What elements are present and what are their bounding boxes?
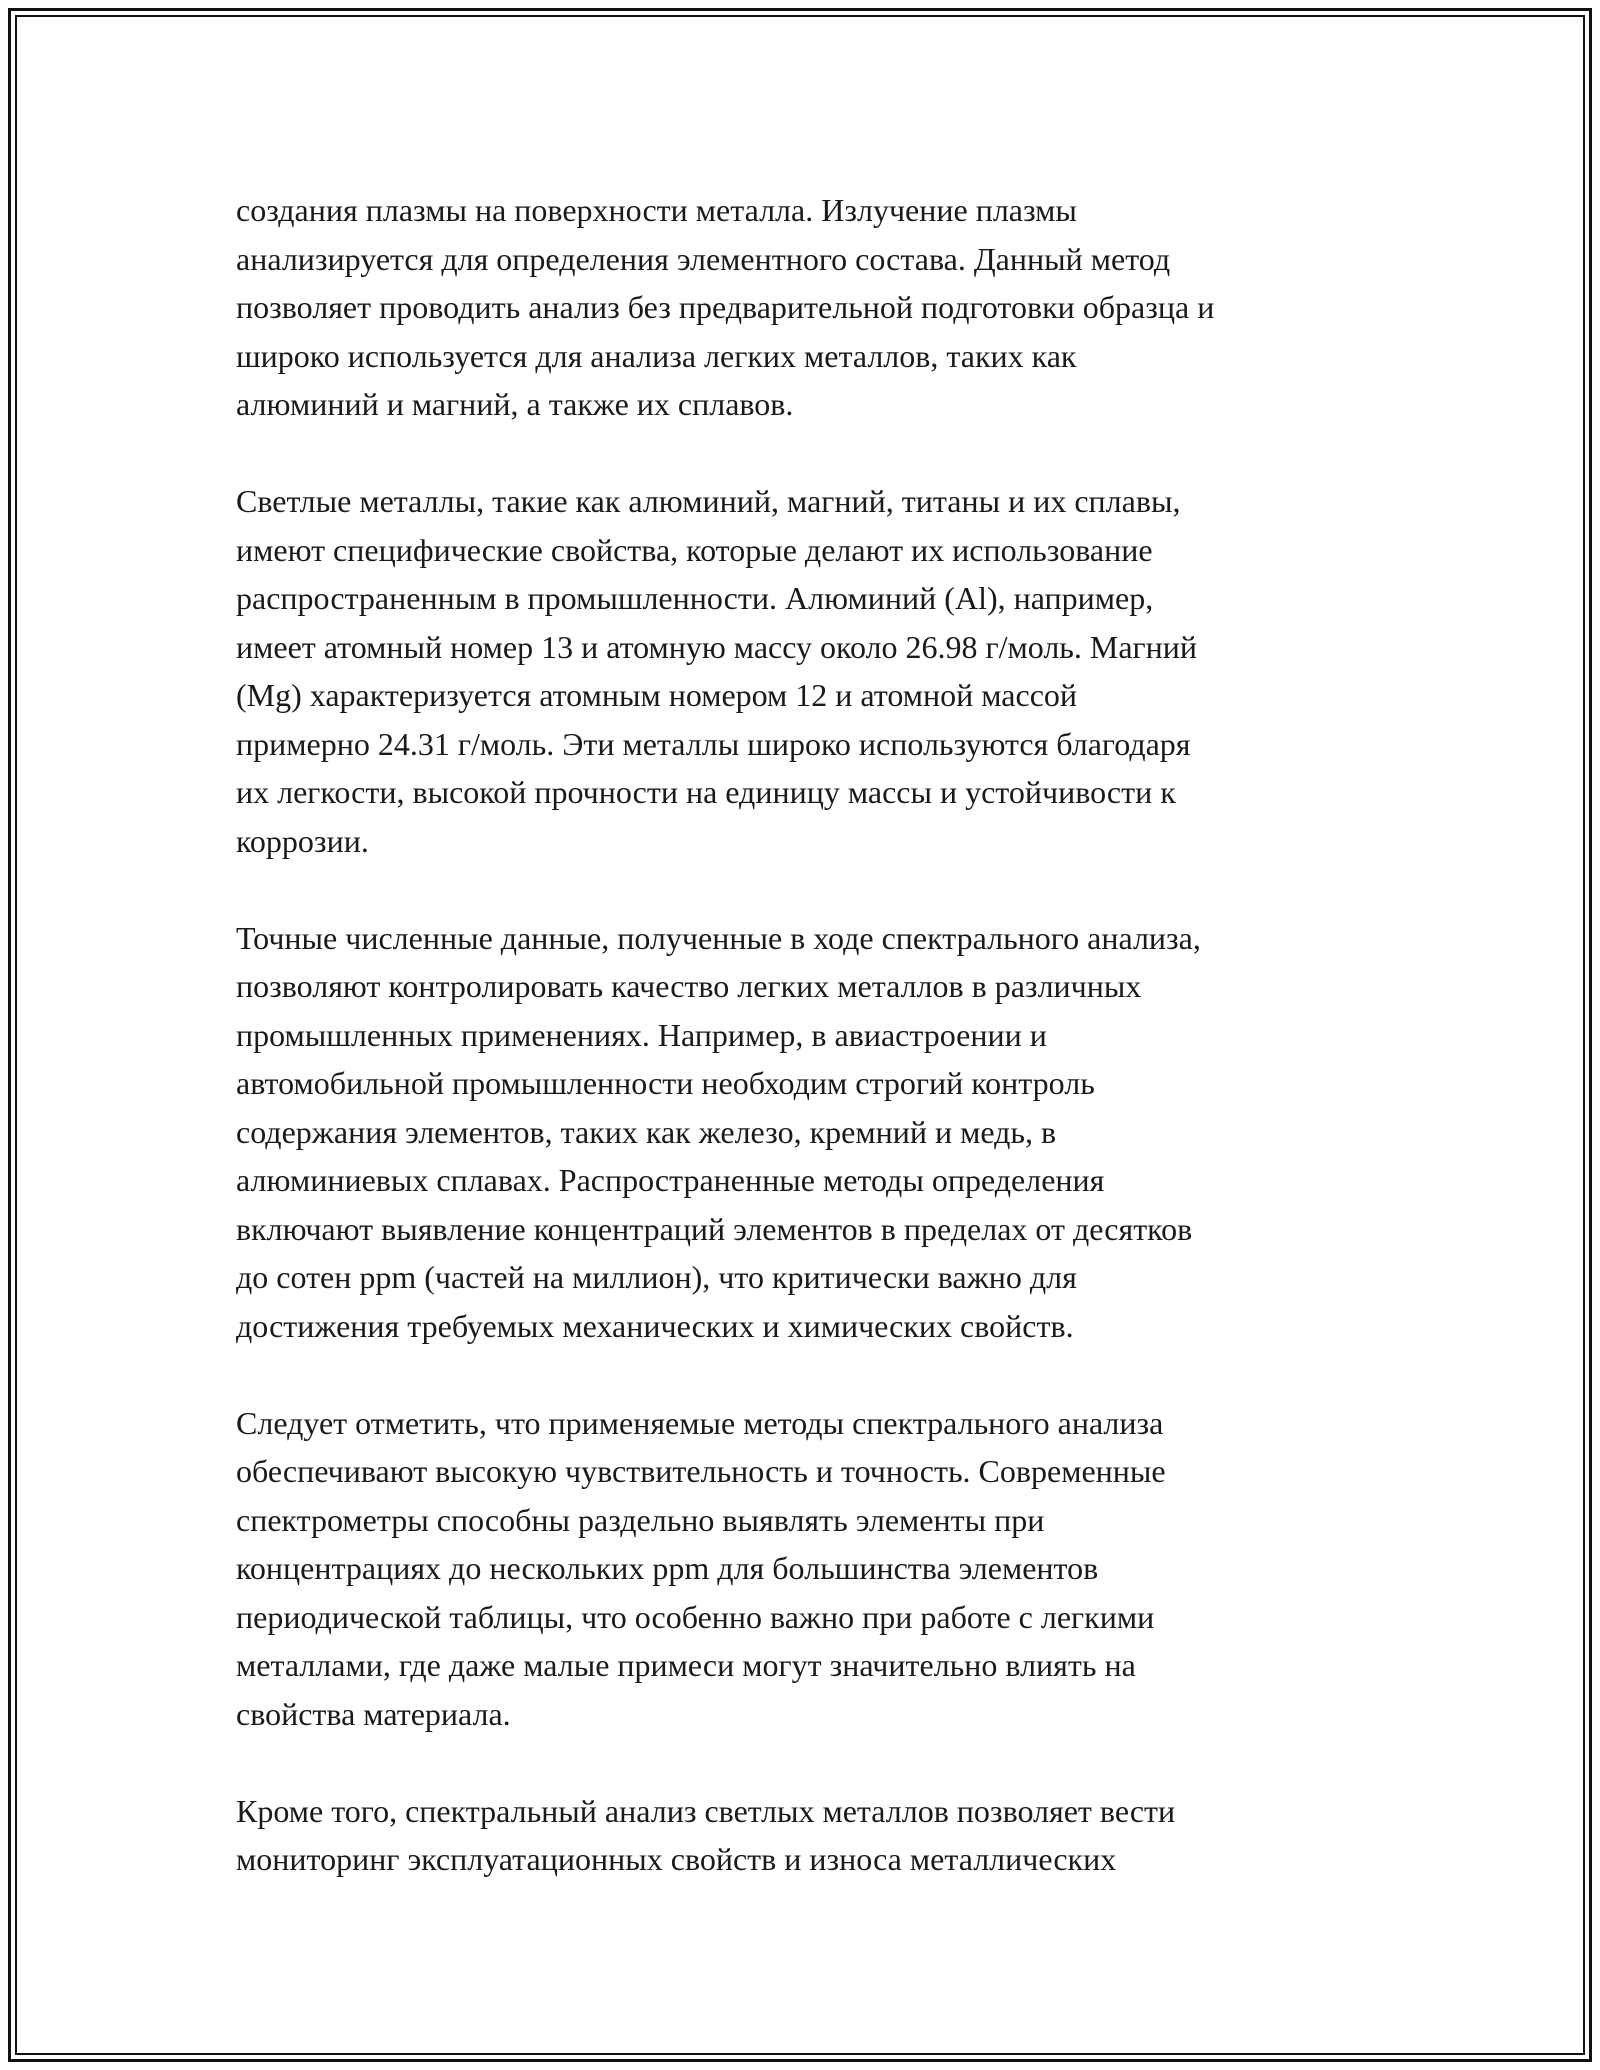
text-line: Точные численные данные, полученные в ходе спектрального анализа, [236,919,1201,956]
text-line: Светлые металлы, такие как алюминий, магний, титаны и их сплавы, [236,483,1181,519]
text-line: создания плазмы на поверхности металла. Излучение плазмы [236,192,1077,228]
text-line: концентрациях до нескольких ppm для большинства элементов [236,1550,1099,1586]
text-line: включают выявление концентраций элементов в пределах от десятков [236,1210,1193,1247]
text-line: содержания элементов, таких как железо, кремний и медь, в [236,1113,1057,1150]
text-line: спектрометры способны раздельно выявлять элементы при [236,1501,1045,1538]
text-line: примерно 24.31 г/моль. Эти металлы широко используются благодаря [236,725,1191,762]
paragraph-4 [236,1399,1366,1739]
text-line: имеет атомный номер 13 и атомную массу около 26.98 г/моль. Магний [236,628,1198,665]
text-line: свойства материала. [236,1695,511,1732]
paragraph-3 [236,914,1366,1351]
text-line: до сотен ppm (частей на миллион), что критически важно для [236,1259,1077,1295]
text-line: Кроме того, спектральный анализ светлых металлов позволяет вести [236,1792,1176,1829]
text-line: имеют специфические свойства, которые делают их использование [236,531,1153,568]
text-line: промышленных применениях. Например, в авиастроении и [236,1016,1047,1053]
paragraph-2 [236,477,1366,865]
text-line: (Mg) характеризуется атомным номером 12 и атомной массой [236,677,1078,713]
text-line: анализируется для определения элементного состава. Данный метод [236,240,1171,277]
text-line: мониторинг эксплуатационных свойств и износа металлических [236,1841,1117,1877]
text-line: Следует отметить, что применяемые методы спектрального анализа [236,1404,1164,1441]
text-line: периодической таблицы, что особенно важно при работе с легкими [236,1598,1155,1635]
text-line: достижения требуемых механических и химических свойств. [236,1307,1074,1344]
paragraph-5 [236,1787,1366,1884]
text-line: их легкости, высокой прочности на единицу массы и устойчивости к [236,774,1176,810]
text-line: коррозии. [236,822,369,859]
text-line: широко используется для анализа легких металлов, таких как [236,337,1077,374]
text-line: обеспечивают высокую чувствительность и точность. Современные [236,1453,1166,1489]
text-line: позволяет проводить анализ без предварительной подготовки образца и [236,289,1215,325]
text-line: распространенным в промышленности. Алюминий (Al), например, [236,580,1154,616]
text-line: алюминий и магний, а также их сплавов. [236,386,794,422]
paragraph-1 [236,186,1366,429]
document-body [236,186,1366,1932]
text-line: позволяют контролировать качество легких металлов в различных [236,968,1142,1004]
text-line: алюминиевых сплавах. Распространенные методы определения [236,1162,1105,1198]
text-line: автомобильной промышленности необходим строгий контроль [236,1065,1095,1101]
text-line: металлами, где даже малые примеси могут значительно влиять на [236,1647,1136,1683]
